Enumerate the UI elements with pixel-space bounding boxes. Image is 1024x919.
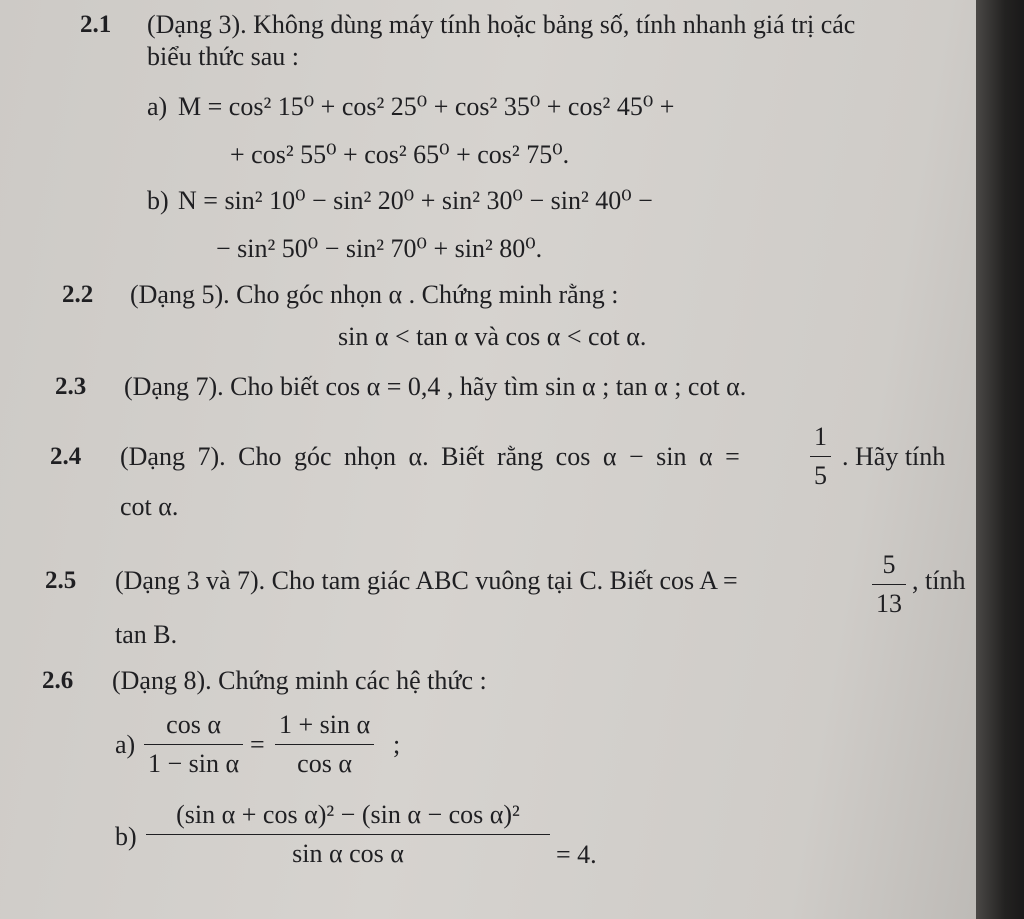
fraction-denominator: sin α cos α (292, 839, 404, 868)
part-label-a: a) (147, 92, 168, 121)
equals-four: = 4. (556, 840, 597, 869)
problem-intro: (Dạng 5). Cho góc nhọn α . Chứng minh rằng : (130, 280, 619, 309)
problem-text: (Dạng 3 và 7). Cho tam giác ABC vuông tại C. Biết cos A = (115, 566, 738, 595)
fraction-five-thirteenths (872, 548, 906, 621)
expression-m-line2: + cos² 55⁰ + cos² 65⁰ + cos² 75⁰. (230, 140, 570, 169)
fraction-numerator: 1 + sin α (275, 708, 374, 745)
equals-sign: = (250, 730, 265, 759)
problem-intro: (Dạng 3). Không dùng máy tính hoặc bảng số, tính nhanh giá trị các (147, 10, 856, 39)
fraction-numerator: 5 (872, 548, 906, 585)
problem-text-after: . Hãy tính (842, 442, 946, 471)
part-label-b: b) (115, 822, 137, 851)
problem-number: 2.2 (62, 281, 94, 308)
fraction-denominator: 13 (876, 589, 902, 618)
expression-m-line1: M = cos² 15⁰ + cos² 25⁰ + cos² 35⁰ + cos² 45⁰ + (178, 92, 675, 121)
problem-text-line2: cot α. (120, 492, 179, 521)
expression-n-line2: − sin² 50⁰ − sin² 70⁰ + sin² 80⁰. (216, 234, 543, 263)
part-label-b: b) (147, 186, 169, 215)
problem-number: 2.4 (50, 443, 82, 470)
problem-number: 2.3 (55, 373, 87, 400)
identity-b-fraction (146, 798, 550, 871)
problem-text: (Dạng 7). Cho góc nhọn α. Biết rằng cos α − sin α = (120, 442, 740, 471)
expression-n-line1: N = sin² 10⁰ − sin² 20⁰ + sin² 30⁰ − sin² 40⁰ − (178, 186, 653, 215)
page-edge-shadow (976, 0, 1024, 919)
fraction-denominator: 1 − sin α (148, 749, 240, 778)
part-label-a: a) (115, 730, 136, 759)
problem-text-line2: tan B. (115, 620, 178, 649)
problem-intro-cont: biểu thức sau : (147, 42, 300, 71)
inequality-formula: sin α < tan α và cos α < cot α. (338, 322, 647, 351)
problem-intro: (Dạng 8). Chứng minh các hệ thức : (112, 666, 487, 695)
identity-a-right-fraction (275, 708, 374, 781)
problem-number: 2.1 (80, 11, 112, 38)
fraction-denominator: cos α (297, 749, 352, 778)
problem-text: (Dạng 7). Cho biết cos α = 0,4 , hãy tìm sin α ; tan α ; cot α. (124, 372, 747, 401)
problem-text-after: , tính (912, 566, 966, 595)
fraction-numerator: cos α (144, 708, 243, 745)
semicolon: ; (393, 730, 401, 759)
problem-number: 2.6 (42, 667, 74, 694)
fraction-one-fifth (810, 420, 831, 493)
fraction-denominator: 5 (814, 461, 827, 490)
fraction-numerator: 1 (810, 420, 831, 457)
fraction-numerator: (sin α + cos α)² − (sin α − cos α)² (146, 798, 550, 835)
identity-a-left-fraction (144, 708, 243, 781)
problem-number: 2.5 (45, 567, 77, 594)
